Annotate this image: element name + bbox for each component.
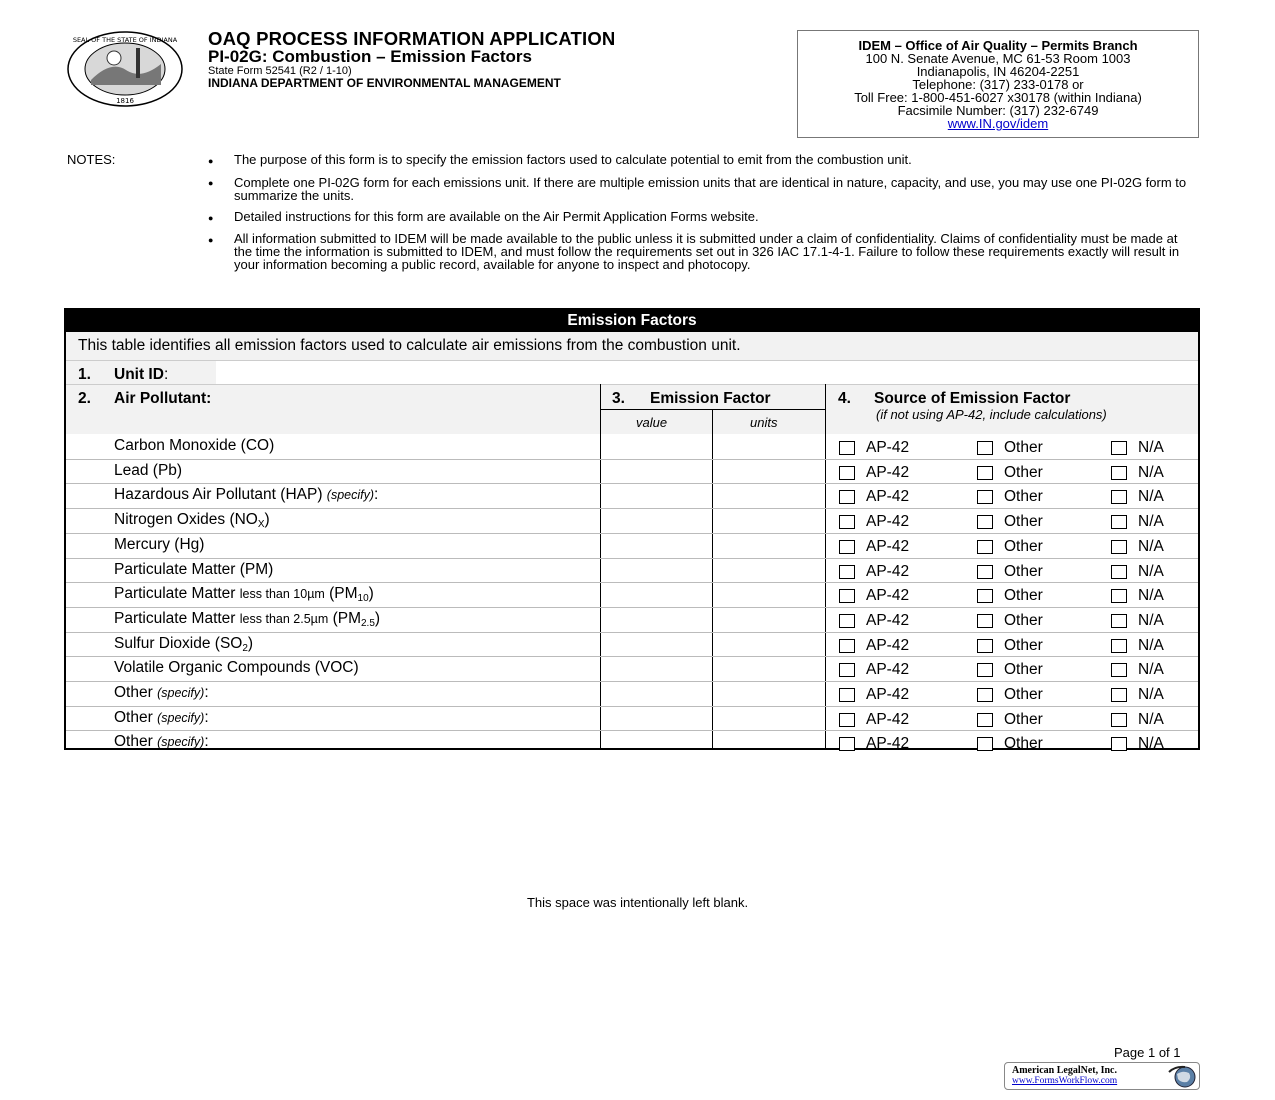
factor-number: 3. [612,390,625,407]
unit-id-number: 1. [78,366,91,383]
option-label: AP-42 [866,735,910,753]
pollutant-text: Particulate Matter (PM) [114,560,274,578]
factor-value-input[interactable] [601,509,711,532]
units-header: units [750,415,778,430]
pollutant-text: Other [114,684,158,701]
note-item: Detailed instructions for this form are available on the Air Permit Application Forms website. [234,209,759,224]
checkbox-ap42[interactable] [839,688,855,702]
option-label: Other [1004,562,1043,580]
table-heading: Emission Factors [66,310,1198,332]
pollutant-name [114,733,209,751]
note-item: All information submitted to IDEM will be made available to the public unless it is submitted under a claim of confidentiality. Claims of confidentiality must be made at the time the information is submitted to IDEM, and must follow the requirements set out in 326 IAC 17.1-4-1. Failure to follow these requirements exactly will result in your information becoming a public record, available for anyone to inspect and photocopy. [234,231,1180,272]
contact-address2: Indianapolis, IN 46204-2251 [916,64,1080,79]
checkbox-ap42[interactable] [839,737,855,751]
factor-header: Emission Factor [650,390,771,407]
checkbox-other[interactable] [977,515,993,529]
checkbox-na[interactable] [1111,639,1127,653]
pollutant-header: Air Pollutant: [114,390,212,407]
pollutant-subscript: 10 [357,593,369,605]
option-label: N/A [1138,587,1164,605]
pollutant-name [114,536,204,554]
checkbox-ap42[interactable] [839,614,855,628]
checkbox-na[interactable] [1111,713,1127,727]
pollutant-name [114,659,359,677]
option-label: Other [1004,710,1043,728]
factor-units-input[interactable] [714,435,824,458]
factor-units-input[interactable] [714,534,824,557]
source-number: 4. [838,390,851,407]
pollutant-text: Carbon Monoxide (CO) [114,437,275,454]
option-label: N/A [1138,562,1164,580]
option-label: Other [1004,513,1043,531]
pollutant-text: Sulfur Dioxide (SO [114,634,243,652]
option-label: N/A [1138,439,1164,456]
pollutant-text: ) [264,511,270,529]
checkbox-ap42[interactable] [839,466,855,480]
pollutant-text: Nitrogen Oxides (NO [114,511,258,529]
checkbox-ap42[interactable] [839,589,855,603]
option-label: N/A [1138,636,1164,654]
factor-value-input[interactable] [601,583,711,606]
bullet-icon: ● [208,178,214,188]
unit-id-label: Unit ID: [114,366,169,383]
checkbox-na[interactable] [1111,490,1127,504]
pollutant-name [114,437,274,455]
checkbox-ap42[interactable] [839,663,855,677]
checkbox-na[interactable] [1111,614,1127,628]
pollutant-text: : [204,733,209,751]
checkbox-na[interactable] [1111,540,1127,554]
option-label: AP-42 [866,537,910,555]
checkbox-other[interactable] [977,663,993,677]
note-item: The purpose of this form is to specify the emission factors used to calculate potential to emit from the combustion unit. [234,152,912,167]
pollutant-text: Other [114,708,158,726]
specify-note: (specify) [326,488,375,503]
pollutant-text: Hazardous Air Pollutant (HAP) [114,486,327,504]
pollutant-name [114,486,378,504]
pollutant-subscript: 2.5 [361,617,375,629]
checkbox-other[interactable] [977,614,993,628]
pollutant-text: ) [247,634,254,652]
checkbox-na[interactable] [1111,589,1127,603]
pollutant-text: ) [368,585,374,603]
checkbox-other[interactable] [977,688,993,702]
checkbox-ap42[interactable] [839,441,855,455]
factor-value-input[interactable] [601,657,711,680]
checkbox-na[interactable] [1111,441,1127,455]
blank-space-note: This space was intentionally left blank. [526,895,749,910]
pollutant-text: Volatile Organic Compounds (VOC) [114,659,359,677]
factor-units-input[interactable] [714,509,824,532]
pollutant-text: : [204,708,209,726]
checkbox-na[interactable] [1111,515,1127,529]
option-label: AP-42 [866,562,910,580]
checkbox-na[interactable] [1111,466,1127,480]
factor-units-input[interactable] [714,731,824,754]
pollutant-name [114,462,182,480]
vendor-name: American LegalNet, Inc. [1012,1065,1117,1076]
globe-icon [1165,1064,1199,1089]
contact-tollfree: Toll Free: 1-800-451-6027 x30178 (within Indiana) [854,90,1142,105]
vendor-badge [1004,1062,1200,1090]
checkbox-other[interactable] [977,490,993,504]
pollutant-size-note: less than 10µm [239,587,325,602]
factor-units-input[interactable] [714,707,824,730]
checkbox-other[interactable] [977,466,993,480]
pollutant-text: Particulate Matter [114,585,240,603]
option-label: N/A [1138,537,1164,555]
option-label: N/A [1138,735,1164,753]
pollutant-text: : [204,684,209,701]
option-label: AP-42 [866,686,910,703]
option-label: Other [1004,439,1043,456]
option-label: N/A [1138,611,1164,629]
pollutant-text: Mercury (Hg) [114,535,205,553]
pollutant-name [114,511,270,530]
checkbox-na[interactable] [1111,565,1127,579]
pollutant-text: Particulate Matter [114,609,240,627]
state-form-number: State Form 52541 (R2 / 1-10) [208,65,352,77]
contact-fax: Facsimile Number: (317) 232-6749 [897,103,1099,118]
pollutant-text: Other [114,733,158,751]
department-name: INDIANA DEPARTMENT OF ENVIRONMENTAL MANAGEMENT [208,76,561,90]
factor-value-input[interactable] [601,460,711,483]
checkbox-other[interactable] [977,565,993,579]
option-label: AP-42 [866,439,910,456]
option-label: AP-42 [866,636,910,654]
note-item: Complete one PI-02G form for each emissions unit. If there are multiple emission units that are identical in nature, capacity, and use, you may use one PI-02G form to summarize the units. [234,175,1187,203]
svg-text:SEAL OF THE STATE OF INDIANA: SEAL OF THE STATE OF INDIANA [72,36,178,44]
factor-value-input[interactable] [601,435,711,458]
checkbox-ap42[interactable] [839,490,855,504]
pollutant-name [114,635,253,654]
checkbox-other[interactable] [977,639,993,653]
pollutant-rows [66,310,1198,753]
checkbox-other[interactable] [977,441,993,455]
pollutant-text: (PM [328,609,361,627]
option-label: AP-42 [866,611,910,629]
checkbox-ap42[interactable] [839,565,855,579]
contact-address1: 100 N. Senate Avenue, MC 61-53 Room 1003 [865,51,1131,66]
option-label: Other [1004,735,1043,753]
pollutant-text: : [374,486,379,504]
option-label: Other [1004,537,1043,555]
source-note: (if not using AP-42, include calculations) [876,407,1107,422]
checkbox-na[interactable] [1111,663,1127,677]
factor-value-input[interactable] [601,608,711,631]
option-label: AP-42 [866,488,910,506]
checkbox-ap42[interactable] [839,540,855,554]
notes-label: NOTES: [67,152,116,167]
svg-text:1816: 1816 [116,97,134,105]
page-number: Page 1 of 1 [1114,1045,1181,1060]
checkbox-ap42[interactable] [839,515,855,529]
emission-factors-table [64,308,1200,753]
factor-value-input[interactable] [601,484,711,507]
checkbox-na[interactable] [1111,688,1127,702]
contact-telephone: Telephone: (317) 233-0178 or [912,77,1084,92]
option-label: AP-42 [866,661,910,679]
factor-units-input[interactable] [714,608,824,631]
pollutant-subscript: X [257,519,265,531]
indiana-state-seal [66,30,184,108]
pollutant-text: (PM [324,585,358,603]
option-label: N/A [1138,488,1164,506]
option-label: N/A [1138,463,1164,481]
pollutant-name [114,709,209,727]
factor-units-input[interactable] [714,583,824,606]
pollutant-name [114,684,209,702]
specify-note: (specify) [157,686,205,700]
pollutant-name [114,561,273,579]
option-label: N/A [1138,513,1164,531]
option-label: N/A [1138,661,1164,679]
factor-units-input[interactable] [714,657,824,680]
factor-value-input[interactable] [601,534,711,557]
website-link[interactable]: www.IN.gov/idem [947,116,1049,131]
option-label: Other [1004,463,1043,481]
factor-units-input[interactable] [714,633,824,656]
contact-office: IDEM – Office of Air Quality – Permits Branch [858,38,1138,53]
option-label: AP-42 [866,710,910,728]
pollutant-text: Lead (Pb) [114,461,183,479]
pollutant-size-note: less than 2.5µm [239,611,329,626]
form-subtitle: PI-02G: Combustion – Emission Factors [208,47,533,66]
factor-value-input[interactable] [601,633,711,656]
option-label: Other [1004,636,1043,654]
checkbox-other[interactable] [977,589,993,603]
value-header: value [636,415,668,430]
option-label: AP-42 [866,513,910,531]
checkbox-other[interactable] [977,540,993,554]
contact-box [797,30,1199,138]
bullet-icon: ● [208,235,214,245]
specify-note: (specify) [157,710,205,725]
factor-units-input[interactable] [714,460,824,483]
factor-value-input[interactable] [601,707,711,730]
option-label: Other [1004,611,1043,629]
pollutant-name [114,610,380,629]
specify-note: (specify) [157,735,205,750]
checkbox-ap42[interactable] [839,639,855,653]
table-description: This table identifies all emission factors used to calculate air emissions from the combustion unit. [66,332,1198,361]
bullet-icon: ● [208,213,214,223]
checkbox-other[interactable] [977,737,993,751]
option-label: AP-42 [866,587,910,605]
option-label: Other [1004,661,1043,679]
pollutant-name [114,585,374,604]
option-label: Other [1004,686,1043,703]
option-label: Other [1004,488,1043,506]
vendor-link[interactable]: www.FormsWorkFlow.com [1012,1076,1118,1086]
pollutant-subscript: 2 [242,642,248,654]
option-label: N/A [1138,710,1164,728]
factor-value-input[interactable] [601,682,711,705]
bullet-icon: ● [208,156,214,166]
factor-value-input[interactable] [601,559,711,582]
source-header: Source of Emission Factor [874,390,1071,407]
option-label: AP-42 [866,463,910,481]
factor-units-input[interactable] [714,682,824,705]
checkbox-na[interactable] [1111,737,1127,751]
option-label: Other [1004,587,1043,605]
factor-units-input[interactable] [714,559,824,582]
factor-value-input[interactable] [601,731,711,754]
pollutant-text: ) [374,609,381,627]
pollutant-number: 2. [78,390,91,407]
checkbox-ap42[interactable] [839,713,855,727]
option-label: N/A [1138,686,1164,703]
checkbox-other[interactable] [977,713,993,727]
form-title: OAQ PROCESS INFORMATION APPLICATION [208,28,616,49]
factor-units-input[interactable] [714,484,824,507]
